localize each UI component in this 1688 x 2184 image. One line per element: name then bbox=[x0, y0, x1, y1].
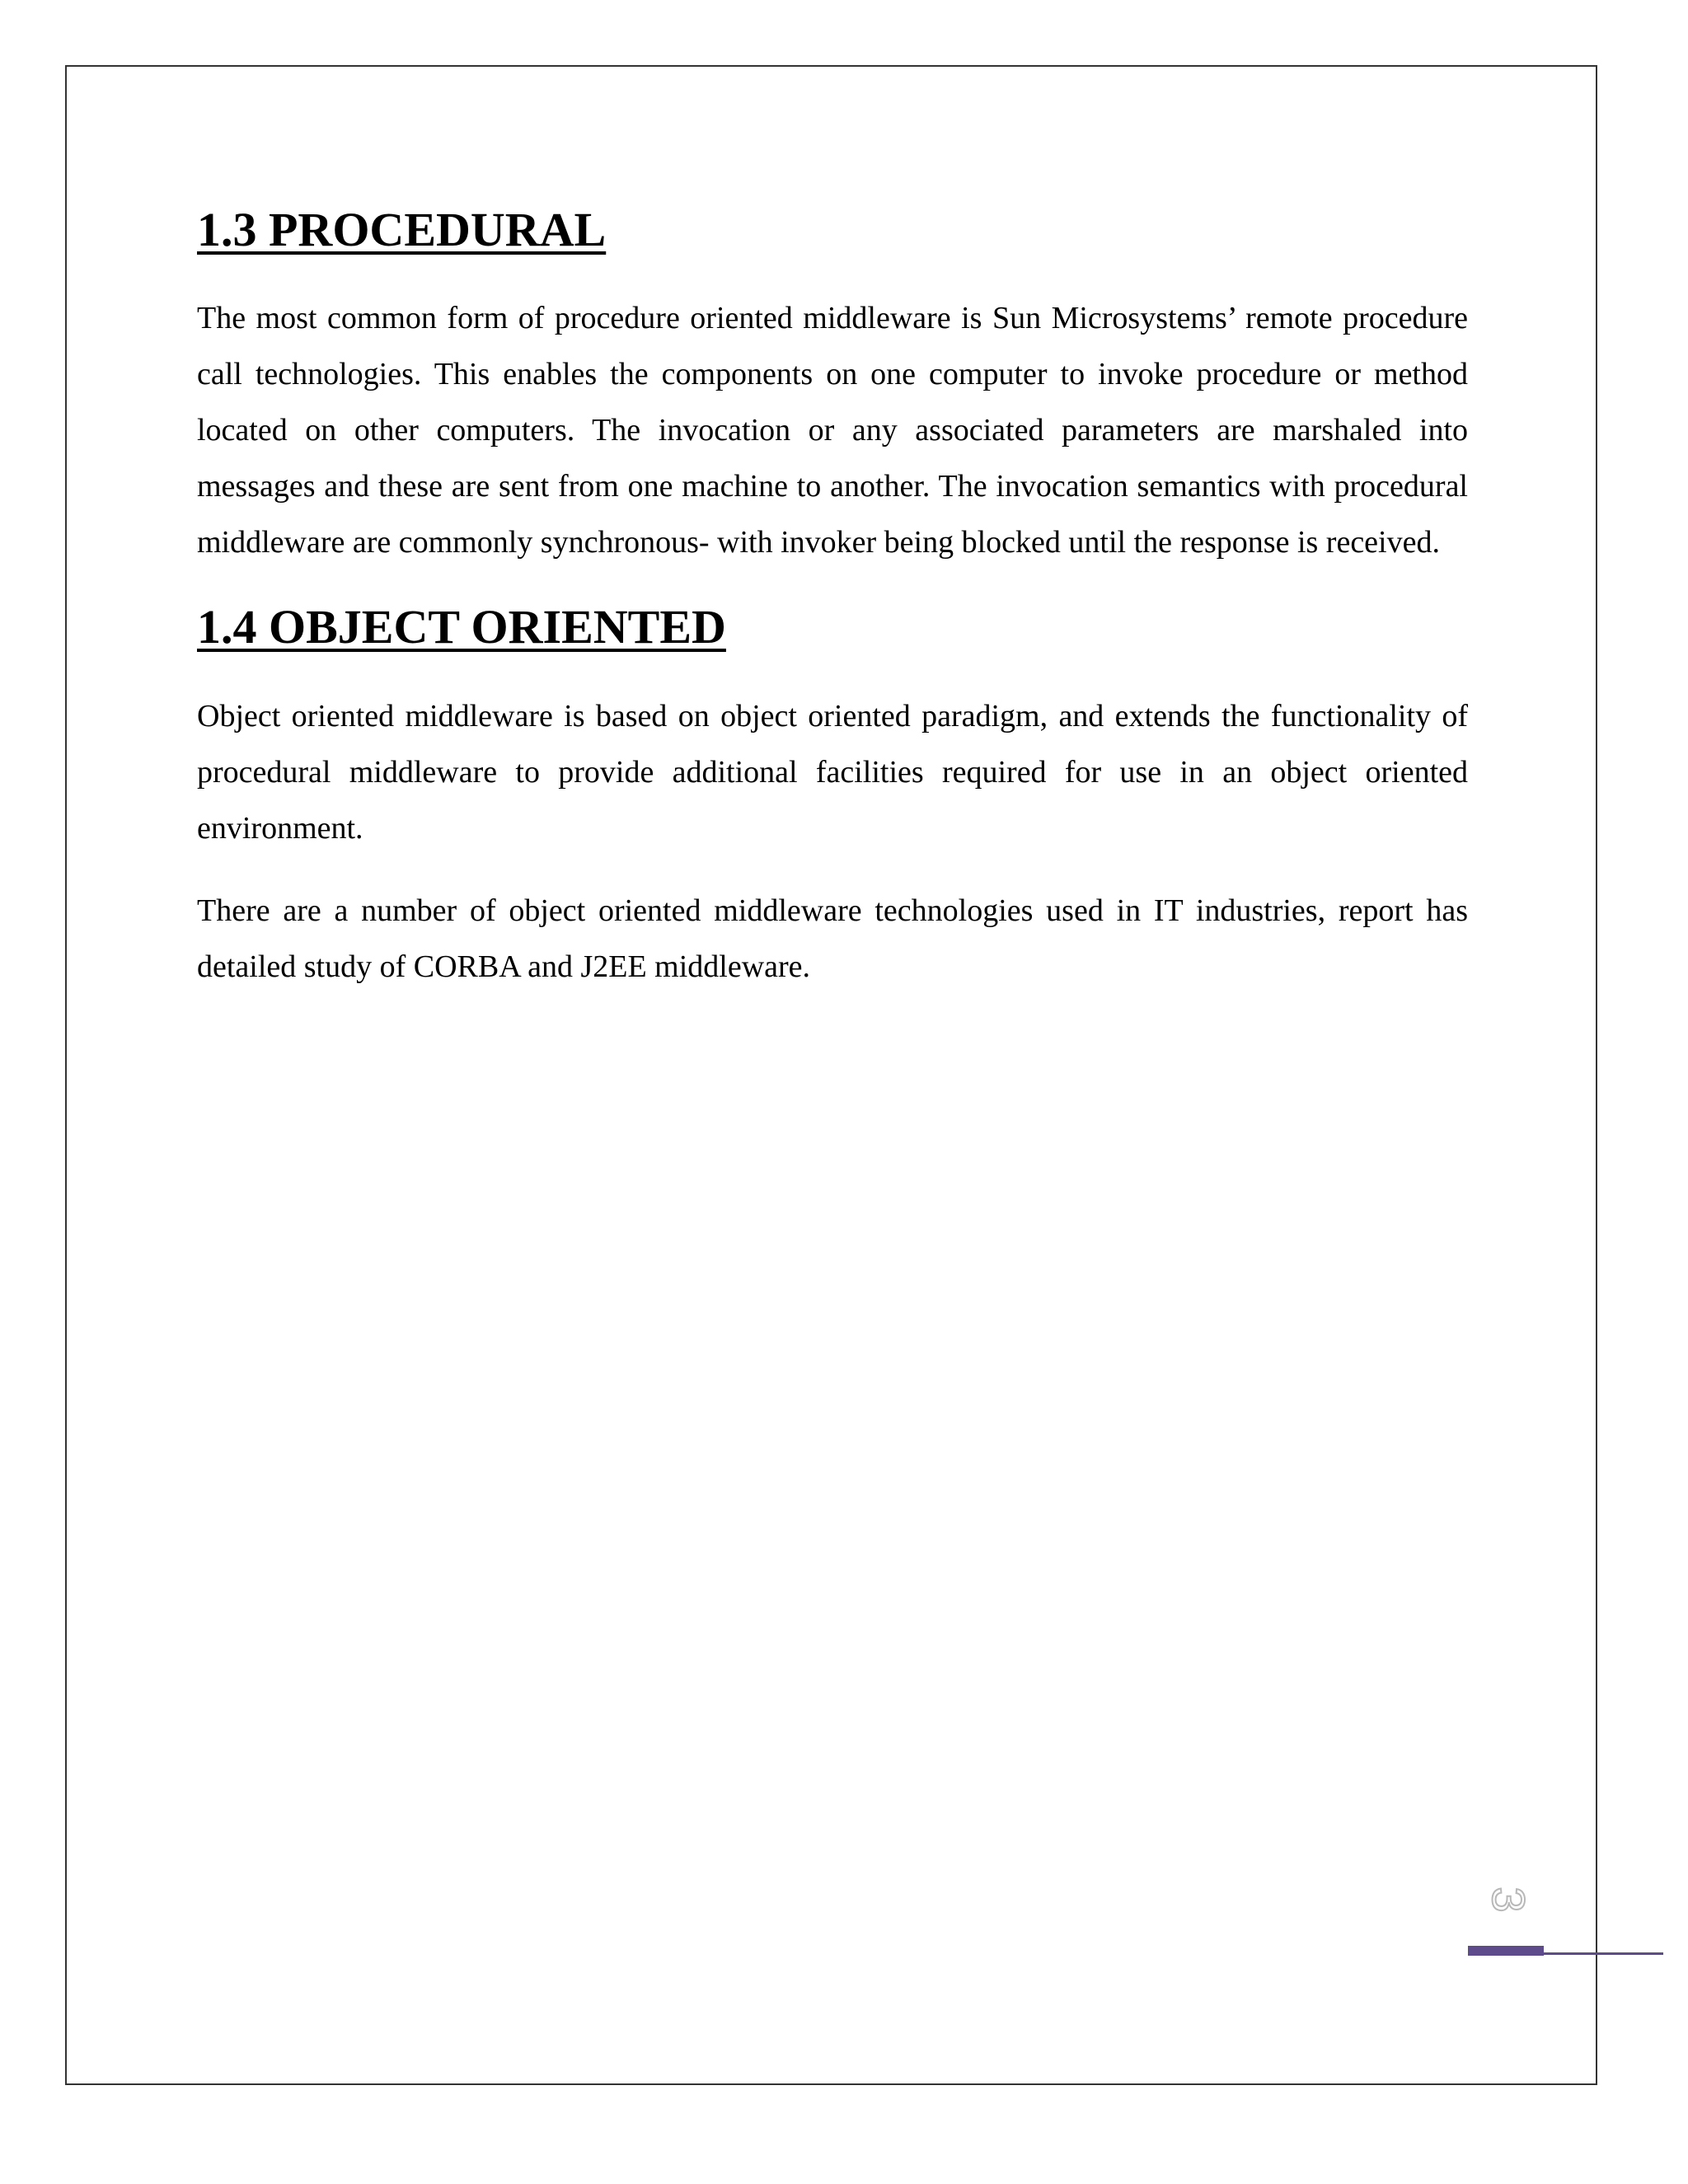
page-number: 3 bbox=[1483, 1886, 1535, 1913]
paragraph-procedural: The most common form of procedure oriented middleware is Sun Microsystems’ remote procedure call technologies. This enables the components on one computer to invoke procedure or method located on other computers. The invocation or any associated parameters are marshaled into messages and these are sent from one machine to another. The invocation semantics with procedural middleware are commonly synchronous- with invoker being blocked until the response is received. bbox=[197, 300, 1468, 560]
section-heading-object-oriented: 1.4 OBJECT ORIENTED bbox=[197, 599, 726, 654]
paragraph-object-oriented-1: Object oriented middleware is based on object oriented paradigm, and extends the functionality of procedural middleware to provide additional facilities required for use in an object oriented environment. bbox=[197, 699, 1468, 846]
page-content bbox=[197, 188, 1468, 995]
paragraph-object-oriented-2: There are a number of object oriented middleware technologies used in IT industries, report has detailed study of CORBA and J2EE middleware. bbox=[197, 893, 1468, 985]
footer-accent-line bbox=[1544, 1952, 1663, 1955]
footer-accent-bar bbox=[1468, 1946, 1544, 1956]
section-heading-procedural: 1.3 PROCEDURAL bbox=[197, 203, 607, 256]
